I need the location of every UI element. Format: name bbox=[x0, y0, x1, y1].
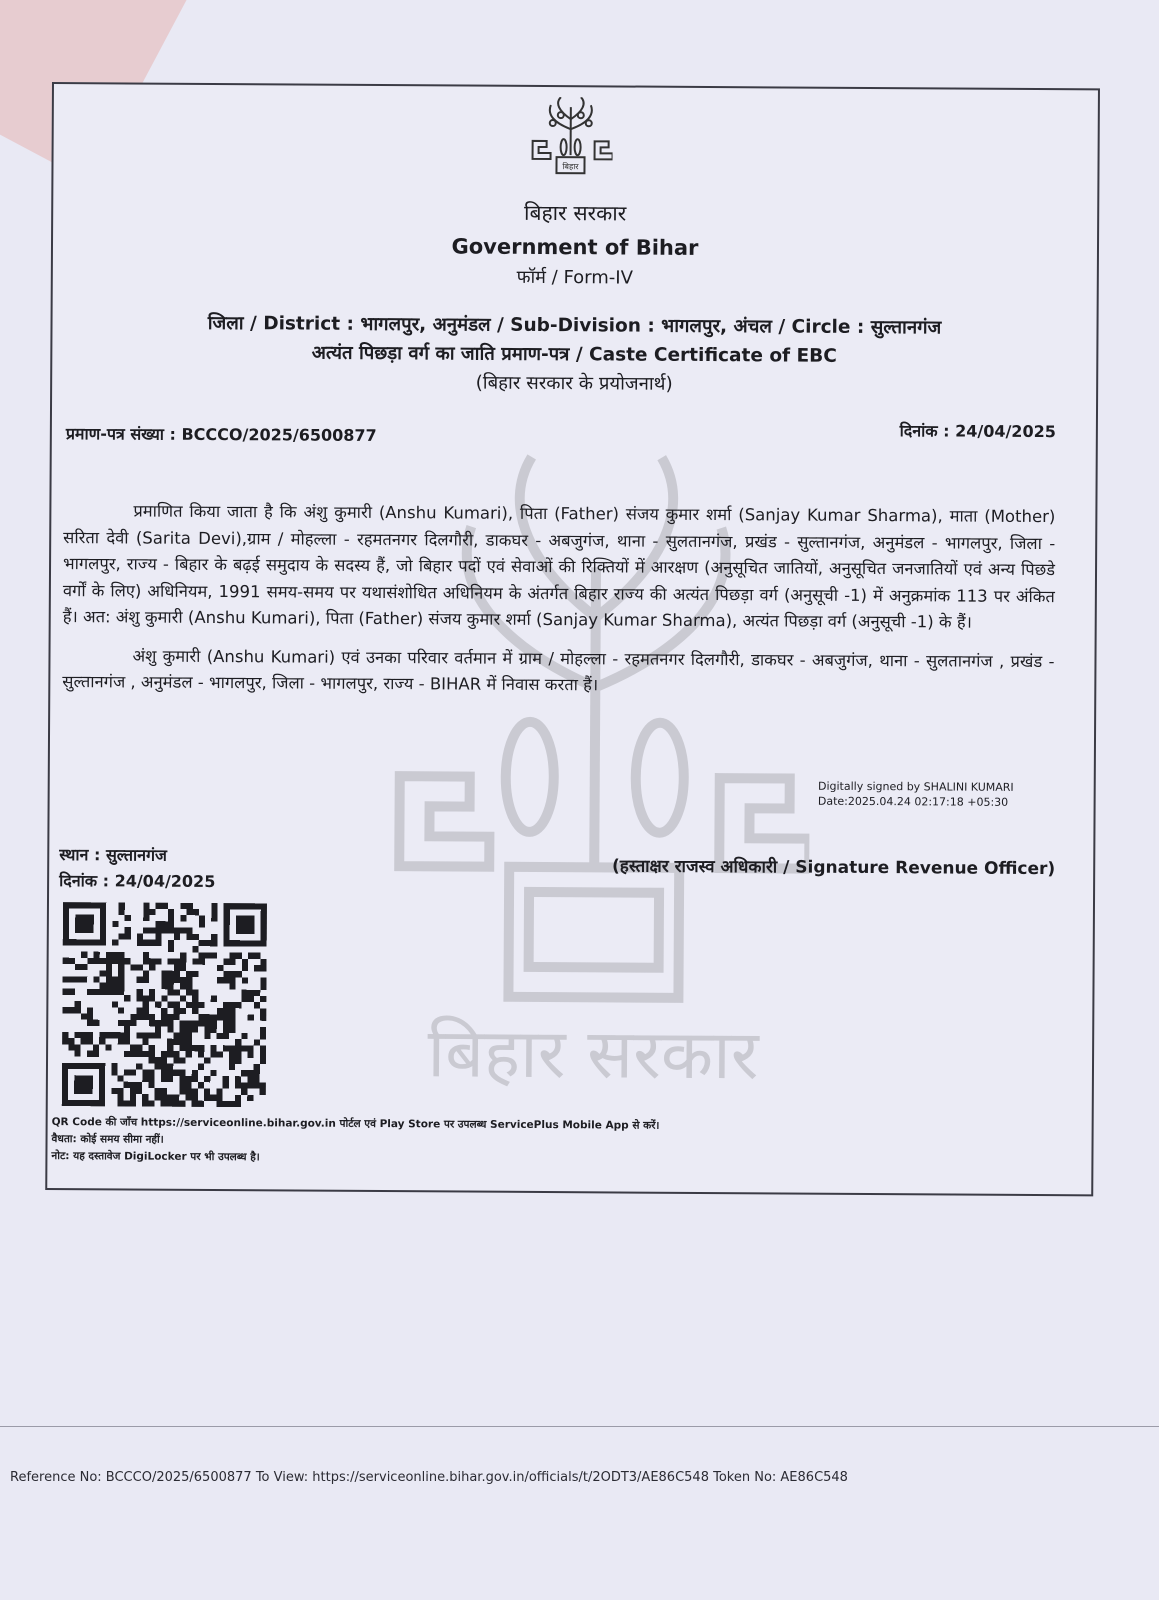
qr-finder-pattern bbox=[227, 906, 264, 943]
certificate-frame bbox=[45, 82, 1100, 1196]
certificate-meta bbox=[65, 418, 1056, 445]
certificate-paragraph-2: अंशु कुमारी (Anshu Kumari) एवं उनका परिवार वर्तमान में ग्राम / मोहल्ला - रहमतनगर दिलगौरी, डाकघर - अबजुगंज, थाना - सुलतानगंज , प्रखंड - सुल्तानगंज , अनुमंडल - भागलपुर, जिला - भागलपुर, राज्य - BIHAR में निवास करता हैं। bbox=[62, 646, 1055, 695]
govt-title-hindi: बिहार सरकार bbox=[524, 200, 627, 226]
jurisdiction-block bbox=[52, 308, 1097, 401]
footer-divider bbox=[0, 1426, 1159, 1427]
form-number: फॉर्म / Form-IV bbox=[516, 266, 634, 289]
qr-finder-pattern bbox=[66, 905, 103, 942]
validity-note: वैधता: कोई समय सीमा नहीं। bbox=[51, 1133, 164, 1146]
signed-by: Digitally signed by SHALINI KUMARI bbox=[817, 779, 1014, 794]
place-date: दिनांक : 24/04/2025 bbox=[59, 871, 216, 892]
place: स्थान : सुल्तानगंज bbox=[59, 845, 168, 865]
govt-title-english: Government of Bihar bbox=[451, 234, 699, 260]
certificate-title: अत्यंत पिछड़ा वर्ग का जाति प्रमाण-पत्र / Caste Certificate of EBC bbox=[311, 342, 837, 367]
place-date-block bbox=[59, 842, 216, 895]
issue-date: दिनांक : 24/04/2025 bbox=[899, 421, 1056, 442]
certificate-paragraph-1: प्रमाणित किया जाता है कि अंशु कुमारी (Anshu Kumari), पिता (Father) संजय कुमार शर्मा (Sanjay Kumar Sharma), माता (Mother) सरिता देवी (Sarita Devi),ग्राम / मोहल्ला - रहमतनगर दिलगौरी, डाकघर - अबजुगंज, थाना - सुलतानगंज, प्रखंड - सुल्तानगंज, अनुमंडल - भागलपुर, जिला - भागलपुर, राज्य - बिहार के बढ़ई समुदाय के सदस्य हैं, जो बिहार पदों एवं सेवाओं की रिक्तियों में आरक्षण (अनुसूचित जातियों, अनुसूचित जनजातियों एवं अन्य पिछडे वर्गों के लिए) अधिनियम, 1991 समय-समय पर यथासंशोधित अधिनियम के अंतर्गत बिहार राज्य की अत्यंत पिछड़ा वर्ग (अनुसूची -1) में अनुक्रमांक 113 पर अंकित हैं। अत: अंशु कुमारी (Anshu Kumari), पिता (Father) संजय कुमार शर्मा (Sanjay Kumar Sharma), अत्यंत पिछड़ा वर्ग (अनुसूची -1) के हैं। bbox=[62, 501, 1056, 632]
emblem-text: बिहार bbox=[562, 162, 579, 172]
certificate-number: प्रमाण-पत्र संख्या : BCCCO/2025/6500877 bbox=[65, 424, 377, 445]
certificate-body bbox=[62, 498, 1055, 714]
bihar-emblem-logo bbox=[528, 97, 612, 180]
qr-code[interactable] bbox=[62, 902, 267, 1107]
signature-label: (हस्ताक्षर राजस्व अधिकारी / Signature Revenue Officer) bbox=[612, 856, 1056, 880]
watermark-text: बिहार सरकार bbox=[427, 1014, 759, 1096]
jurisdiction-line: जिला / District : भागलपुर, अनुमंडल / Sub-Division : भागलपुर, अंचल / Circle : सुल्तानगंज bbox=[207, 312, 942, 339]
qr-finder-pattern bbox=[65, 1066, 102, 1103]
qr-verification-note: QR Code की जाँच https://serviceonline.bihar.gov.in पोर्टल एवं Play Store पर उपलब्ध ServicePlus Mobile App से करें। bbox=[51, 1116, 660, 1132]
certificate-header bbox=[53, 196, 1098, 292]
digilocker-note: नोट: यह दस्तावेज DigiLocker पर भी उपलब्ध है। bbox=[51, 1150, 260, 1164]
digital-signature bbox=[818, 779, 1014, 810]
signed-date: Date:2025.04.24 02:17:18 +05:30 bbox=[817, 794, 1009, 809]
footnotes bbox=[51, 1114, 659, 1169]
reference-line: Reference No: BCCCO/2025/6500877 To View: https://serviceonline.bihar.gov.in/officials/t/2ODT3/AE86C548 Token No: AE86C548 bbox=[10, 1470, 848, 1485]
certificate-purpose: (बिहार सरकार के प्रयोजनार्थ) bbox=[475, 372, 673, 395]
